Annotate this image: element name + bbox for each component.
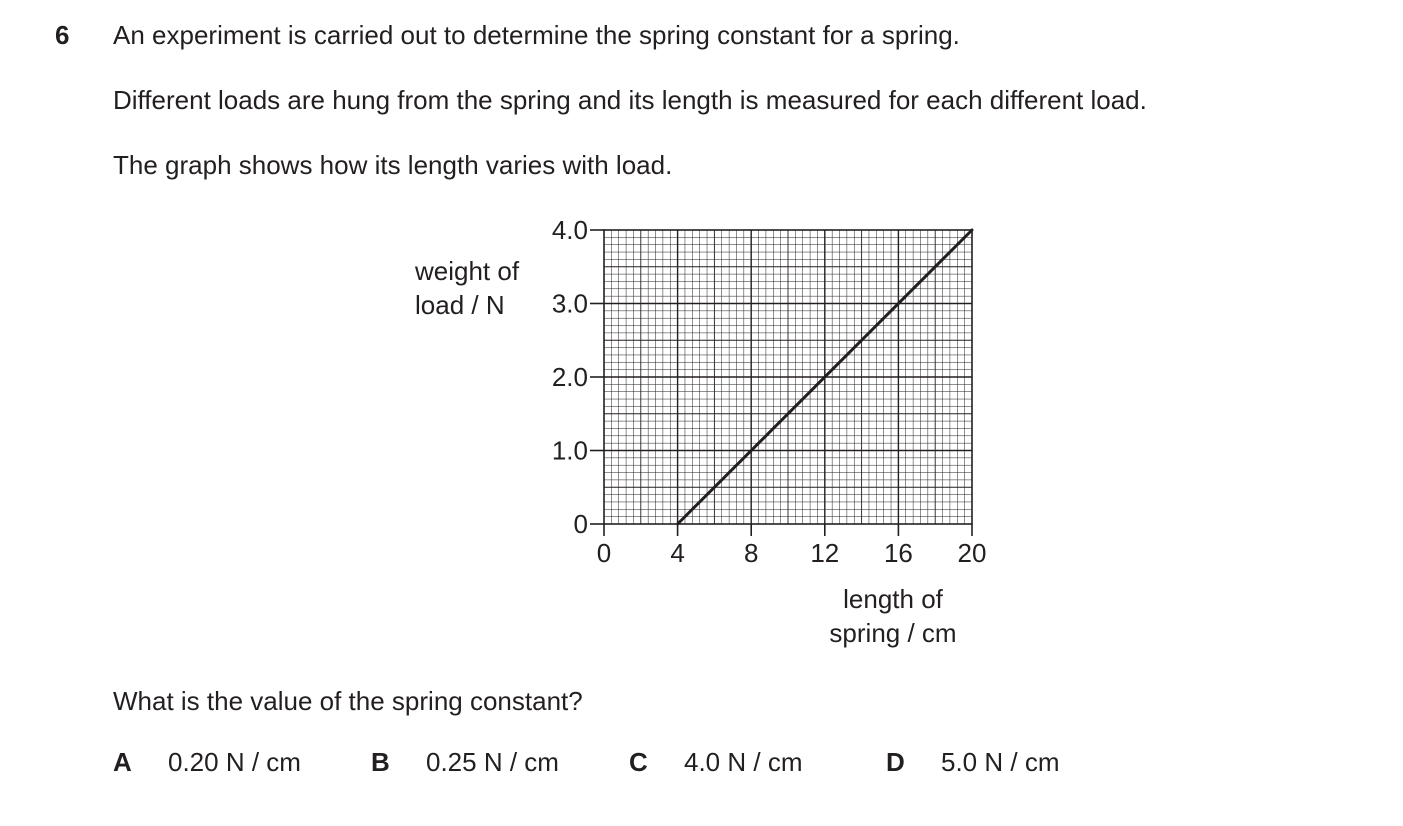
question-stem-line-3: The graph shows how its length varies with load. bbox=[113, 150, 673, 180]
question-prompt: What is the value of the spring constant? bbox=[113, 686, 583, 716]
option-c-letter: C bbox=[629, 747, 648, 777]
y-axis-label bbox=[415, 254, 519, 322]
question-number: 6 bbox=[55, 20, 70, 50]
option-a-letter: A bbox=[113, 747, 132, 777]
option-c[interactable] bbox=[629, 747, 803, 778]
question-stem-line-2: Different loads are hung from the spring and its length is measured for each different load. bbox=[113, 85, 1147, 115]
x-tick-label: 8 bbox=[743, 538, 759, 568]
y-tick-label: 0 bbox=[573, 509, 588, 539]
x-tick-label: 12 bbox=[810, 538, 840, 568]
y-tick-label: 1.0 bbox=[551, 435, 588, 466]
y-axis-label-line-2: load / N bbox=[415, 290, 505, 320]
option-d[interactable] bbox=[886, 747, 1060, 778]
x-tick-label: 16 bbox=[883, 538, 913, 568]
option-c-value: 4.0 N / cm bbox=[684, 747, 803, 777]
y-tick-label: 2.0 bbox=[551, 362, 588, 392]
x-axis-label-line-2: spring / cm bbox=[829, 618, 957, 648]
question-stem-line-1: An experiment is carried out to determine the spring constant for a spring. bbox=[113, 20, 960, 50]
x-axis-label-line-1: length of bbox=[843, 584, 943, 614]
option-b-value: 0.25 N / cm bbox=[426, 747, 559, 777]
y-tick-label: 4.0 bbox=[551, 215, 588, 245]
y-axis-label-line-1: weight of bbox=[415, 256, 520, 286]
option-b-letter: B bbox=[371, 747, 390, 777]
option-d-value: 5.0 N / cm bbox=[941, 747, 1060, 777]
x-tick-label: 4 bbox=[670, 538, 685, 568]
option-a-value: 0.20 N / cm bbox=[168, 747, 301, 777]
option-d-letter: D bbox=[886, 747, 905, 777]
y-tick-label: 3.0 bbox=[551, 288, 588, 319]
option-b[interactable] bbox=[371, 747, 559, 778]
x-tick-label: 0 bbox=[596, 538, 612, 568]
tick-marks bbox=[590, 230, 972, 536]
option-a[interactable] bbox=[113, 747, 301, 778]
x-axis-label bbox=[827, 582, 959, 650]
x-tick-label: 20 bbox=[957, 538, 987, 568]
